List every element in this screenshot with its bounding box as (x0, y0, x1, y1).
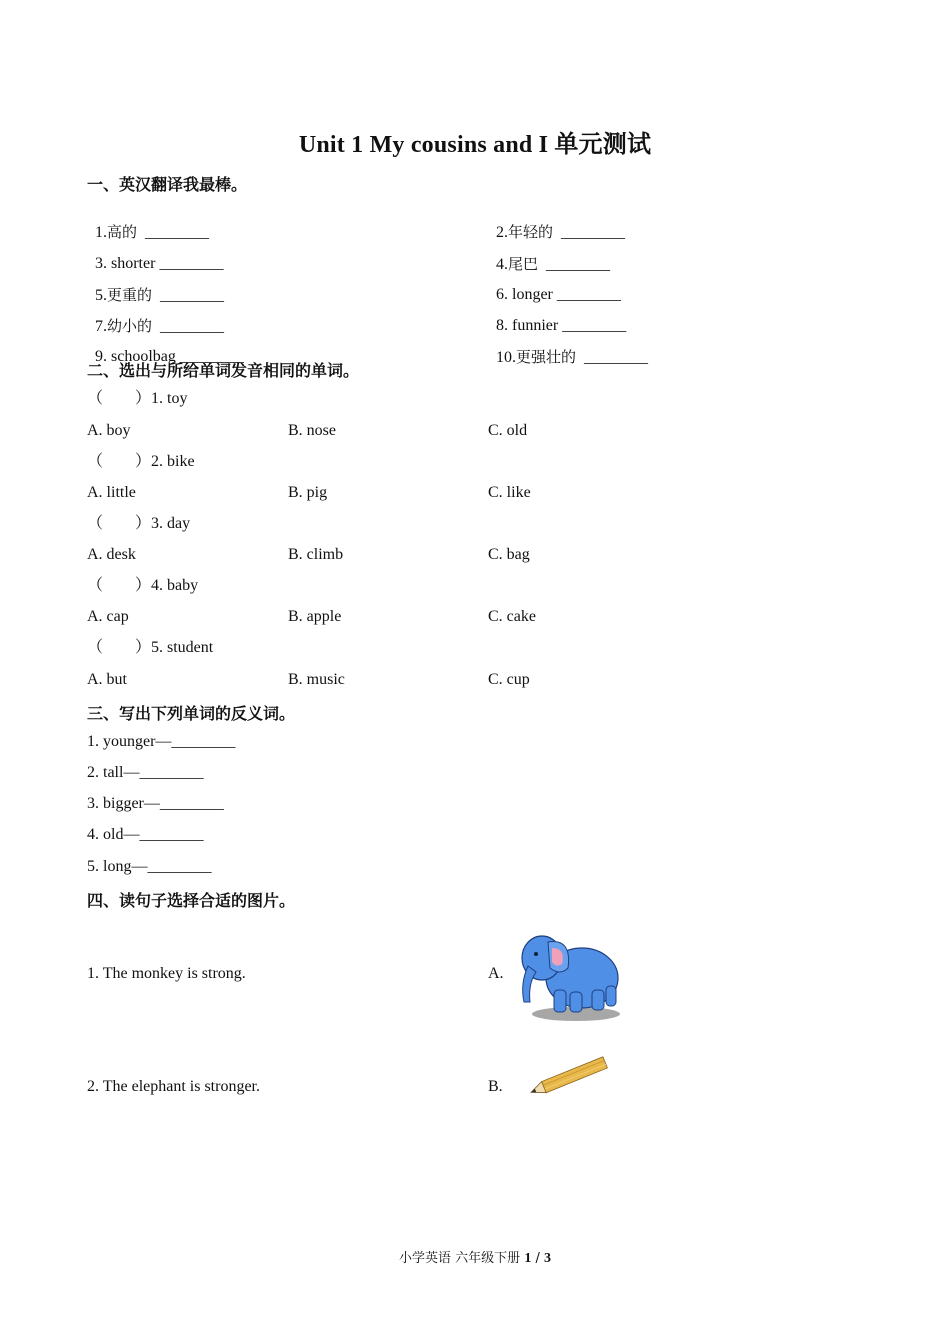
section4-heading: 四、读句子选择合适的图片。 (87, 891, 296, 910)
section3-heading: 三、写出下列单词的反义词。 (87, 704, 296, 723)
antonym-item-2: 2. tall—________ (87, 764, 204, 781)
translation-item-1: 1.高的 ________ (95, 223, 210, 241)
option-label-a: A. (488, 965, 504, 982)
option-b-4: B. apple (288, 608, 342, 625)
option-b-5: B. music (288, 671, 345, 688)
sentence-2: 2. The elephant is stronger. (87, 1078, 260, 1095)
antonym-item-1: 1. younger—________ (87, 733, 236, 750)
question-stem-3: （ ）3. day (87, 515, 191, 532)
option-c-4: C. cake (488, 608, 536, 625)
antonym-item-3: 3. bigger—________ (87, 795, 224, 812)
option-c-1: C. old (488, 422, 528, 439)
option-a-5: A. but (87, 671, 127, 688)
translation-item-9: 9. schoolbag ________ (95, 348, 244, 365)
section2-heading: 二、选出与所给单词发音相同的单词。 (87, 361, 360, 380)
page-footer (0, 1247, 950, 1267)
translation-item-10: 10.更强壮的 ________ (496, 348, 649, 366)
option-a-3: A. desk (87, 546, 136, 563)
question-stem-5: （ ）5. student (87, 639, 214, 656)
section1-heading: 一、英汉翻译我最棒。 (87, 175, 248, 194)
translation-item-6: 6. longer ________ (496, 286, 621, 303)
translation-item-7: 7.幼小的 ________ (95, 317, 225, 335)
option-label-b: B. (488, 1078, 503, 1095)
option-c-3: C. bag (488, 546, 530, 563)
translation-item-4: 4.尾巴 ________ (496, 255, 611, 273)
antonym-item-4: 4. old—________ (87, 826, 204, 843)
question-stem-2: （ ）2. bike (87, 453, 195, 470)
option-a-4: A. cap (87, 608, 129, 625)
question-stem-4: （ ）4. baby (87, 577, 199, 594)
page-title: Unit 1 My cousins and I 单元测试 (298, 132, 652, 158)
elephant-picture (516, 928, 624, 1029)
option-b-3: B. climb (288, 546, 344, 563)
footer-text: 小学英语 六年级下册 (399, 1251, 521, 1266)
translation-item-8: 8. funnier ________ (496, 317, 627, 334)
translation-item-3: 3. shorter ________ (95, 255, 224, 272)
sentence-1: 1. The monkey is strong. (87, 965, 246, 982)
translation-item-5: 5.更重的 ________ (95, 286, 225, 304)
page-number: 1 (524, 1251, 532, 1266)
page-total: 3 (543, 1251, 551, 1266)
pencil-picture (524, 1056, 614, 1103)
option-c-5: C. cup (488, 671, 530, 688)
option-b-2: B. pig (288, 484, 328, 501)
translation-item-2: 2.年轻的 ________ (496, 223, 626, 241)
option-c-2: C. like (488, 484, 531, 501)
antonym-item-5: 5. long—________ (87, 858, 212, 875)
option-a-2: A. little (87, 484, 136, 501)
page-separator: / (531, 1251, 544, 1266)
option-b-1: B. nose (288, 422, 336, 439)
question-stem-1: （ ）1. toy (87, 390, 188, 407)
option-a-1: A. boy (87, 422, 131, 439)
